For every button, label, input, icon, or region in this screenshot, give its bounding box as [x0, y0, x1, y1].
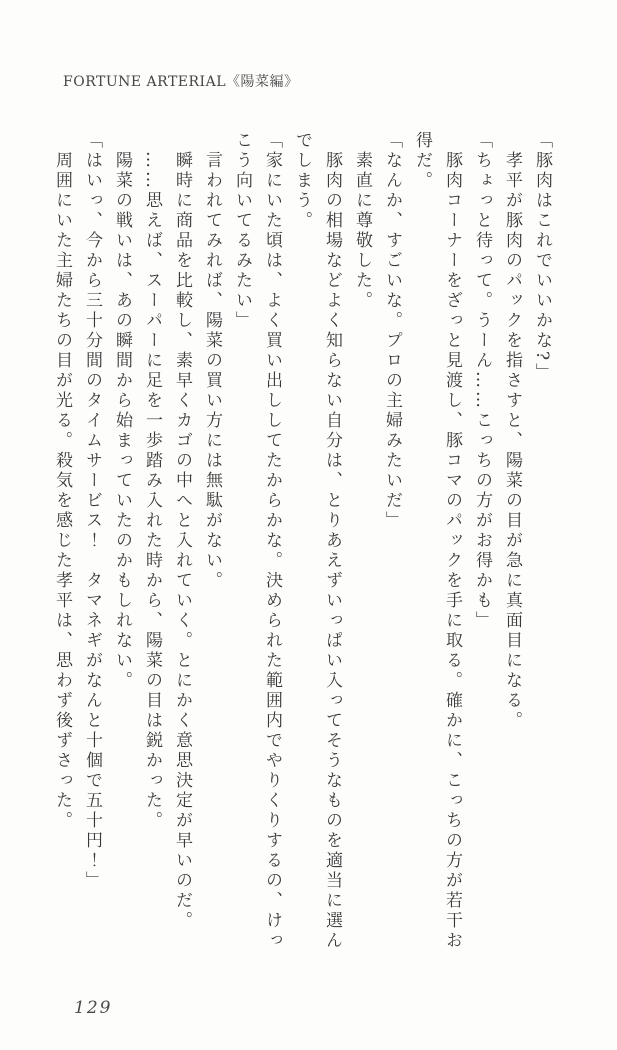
paragraph-line: 孝平が豚肉のパックを指さすと、陽菜の目が急に真面目になる。	[502, 151, 522, 731]
paragraph-line: 豚肉コーナーをざっと見渡し、豚コマのパックを手に取る。確かに、こっちの方が若干お得だ。	[412, 131, 462, 951]
paragraph-line: 「豚肉はこれでいいかな?」	[532, 131, 552, 384]
paragraph-line: 周囲にいた主婦たちの目が光る。殺気を感じた孝平は、思わず後ずさった。	[52, 151, 72, 831]
paragraph-line: 陽菜の戦いは、あの瞬間から始まっていたのかもしれない。	[112, 151, 132, 691]
paragraph-line: ……思えば、スーパーに足を一歩踏み入れた時から、陽菜の目は鋭かった。	[142, 151, 162, 831]
page-number: 129	[74, 998, 113, 1018]
paragraph-line: 「家にいた頃は、よく買い出ししてたからかな。決められた範囲内でやりくりするの、けっこう向いてるみたい」	[232, 131, 282, 951]
novel-text-body	[45, 131, 557, 953]
running-header: FORTUNE ARTERIAL《陽菜編》	[63, 74, 299, 90]
paragraph-line: 豚肉の相場などよく知らない自分は、とりあえずいっぱい入ってそうなものを適当に選んでしまう。	[292, 131, 342, 951]
paragraph-line: 言われてみれば、陽菜の買い方には無駄がない。	[202, 151, 222, 591]
paragraph-line: 「はいっ、今から三十分間のタイムサービス！ タマネギがなんと十個で五十円！」	[82, 131, 102, 891]
paragraph-line: 「ちょっと待って。うーん……こっちの方がお得かも」	[472, 131, 492, 631]
paragraph-line: 素直に尊敬した。	[352, 151, 372, 311]
paragraph-line: 「なんか、すごいな。プロの主婦みたいだ」	[382, 131, 402, 531]
paragraph-line: 瞬時に商品を比較し、素早くカゴの中へと入れていく。とにかく意思決定が早いのだ。	[172, 151, 192, 931]
